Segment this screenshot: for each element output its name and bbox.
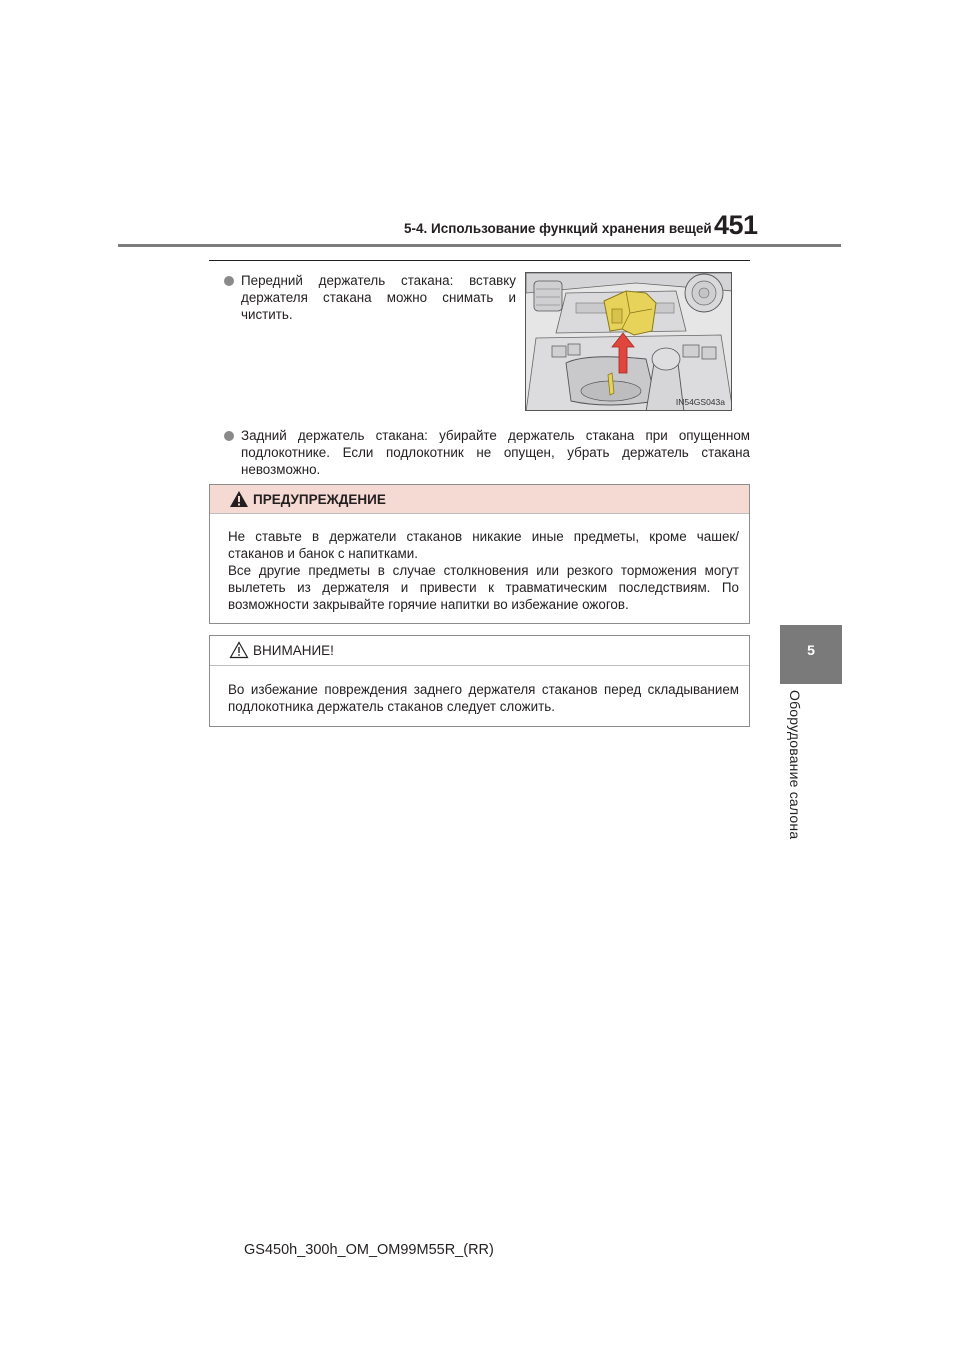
notice-text	[228, 681, 739, 715]
page-number: 451	[714, 210, 758, 240]
warning-icon	[229, 490, 249, 508]
bullet-text: Передний держатель стакана: вставку держателя стакана можно снимать и чистить.	[241, 273, 516, 322]
warning-label: ПРЕДУПРЕЖДЕНИЕ	[253, 492, 386, 507]
warning-line: стаканов и банок с напитками.	[228, 546, 418, 561]
header-divider	[118, 244, 841, 247]
warning-text	[228, 528, 739, 613]
section-title: 5-4. Использование функций хранения вещей	[404, 221, 712, 236]
chapter-number: 5	[807, 642, 815, 658]
bullet-front-cup-holder	[224, 272, 516, 332]
content-divider	[209, 260, 750, 261]
console-drawing	[526, 273, 732, 411]
warning-box	[209, 484, 750, 624]
document-code: GS450h_300h_OM_OM99M55R_(RR)	[244, 1242, 494, 1258]
notice-label: ВНИМАНИЕ!	[253, 643, 334, 658]
caution-icon	[229, 641, 249, 659]
notice-line: подлокотника держатель стаканов следует сложить.	[228, 699, 555, 714]
notice-line: Во избежание повреждения заднего держателя стаканов перед складыванием	[228, 682, 739, 697]
chapter-tab	[780, 625, 842, 684]
bullet-rear-cup-holder	[224, 427, 750, 487]
warning-line: вылететь из держателя и привести к травматическим последствиям. По	[228, 580, 739, 595]
bullet-dot-icon	[224, 276, 234, 286]
bullet-dot-icon	[224, 431, 234, 441]
figure-code: IN54GS043a	[675, 397, 725, 407]
cup-holder-illustration	[525, 272, 732, 411]
warning-line: возможности закрывайте горячие напитки во избежание ожогов.	[228, 597, 629, 612]
warning-header	[210, 485, 749, 514]
warning-line: Не ставьте в держатели стаканов никакие иные предметы, кроме чашек/	[228, 529, 739, 544]
warning-line: Все другие предметы в случае столкновения или резкого торможения могут	[228, 563, 739, 578]
notice-box	[209, 635, 750, 727]
notice-header	[210, 636, 749, 666]
bullet-text: Задний держатель стакана: убирайте держатель стакана при опущенном подлокотнике. Если подлокотник не опущен, убрать держатель стакана невозможно.	[241, 428, 750, 477]
chapter-title: Оборудование салона	[787, 690, 803, 840]
